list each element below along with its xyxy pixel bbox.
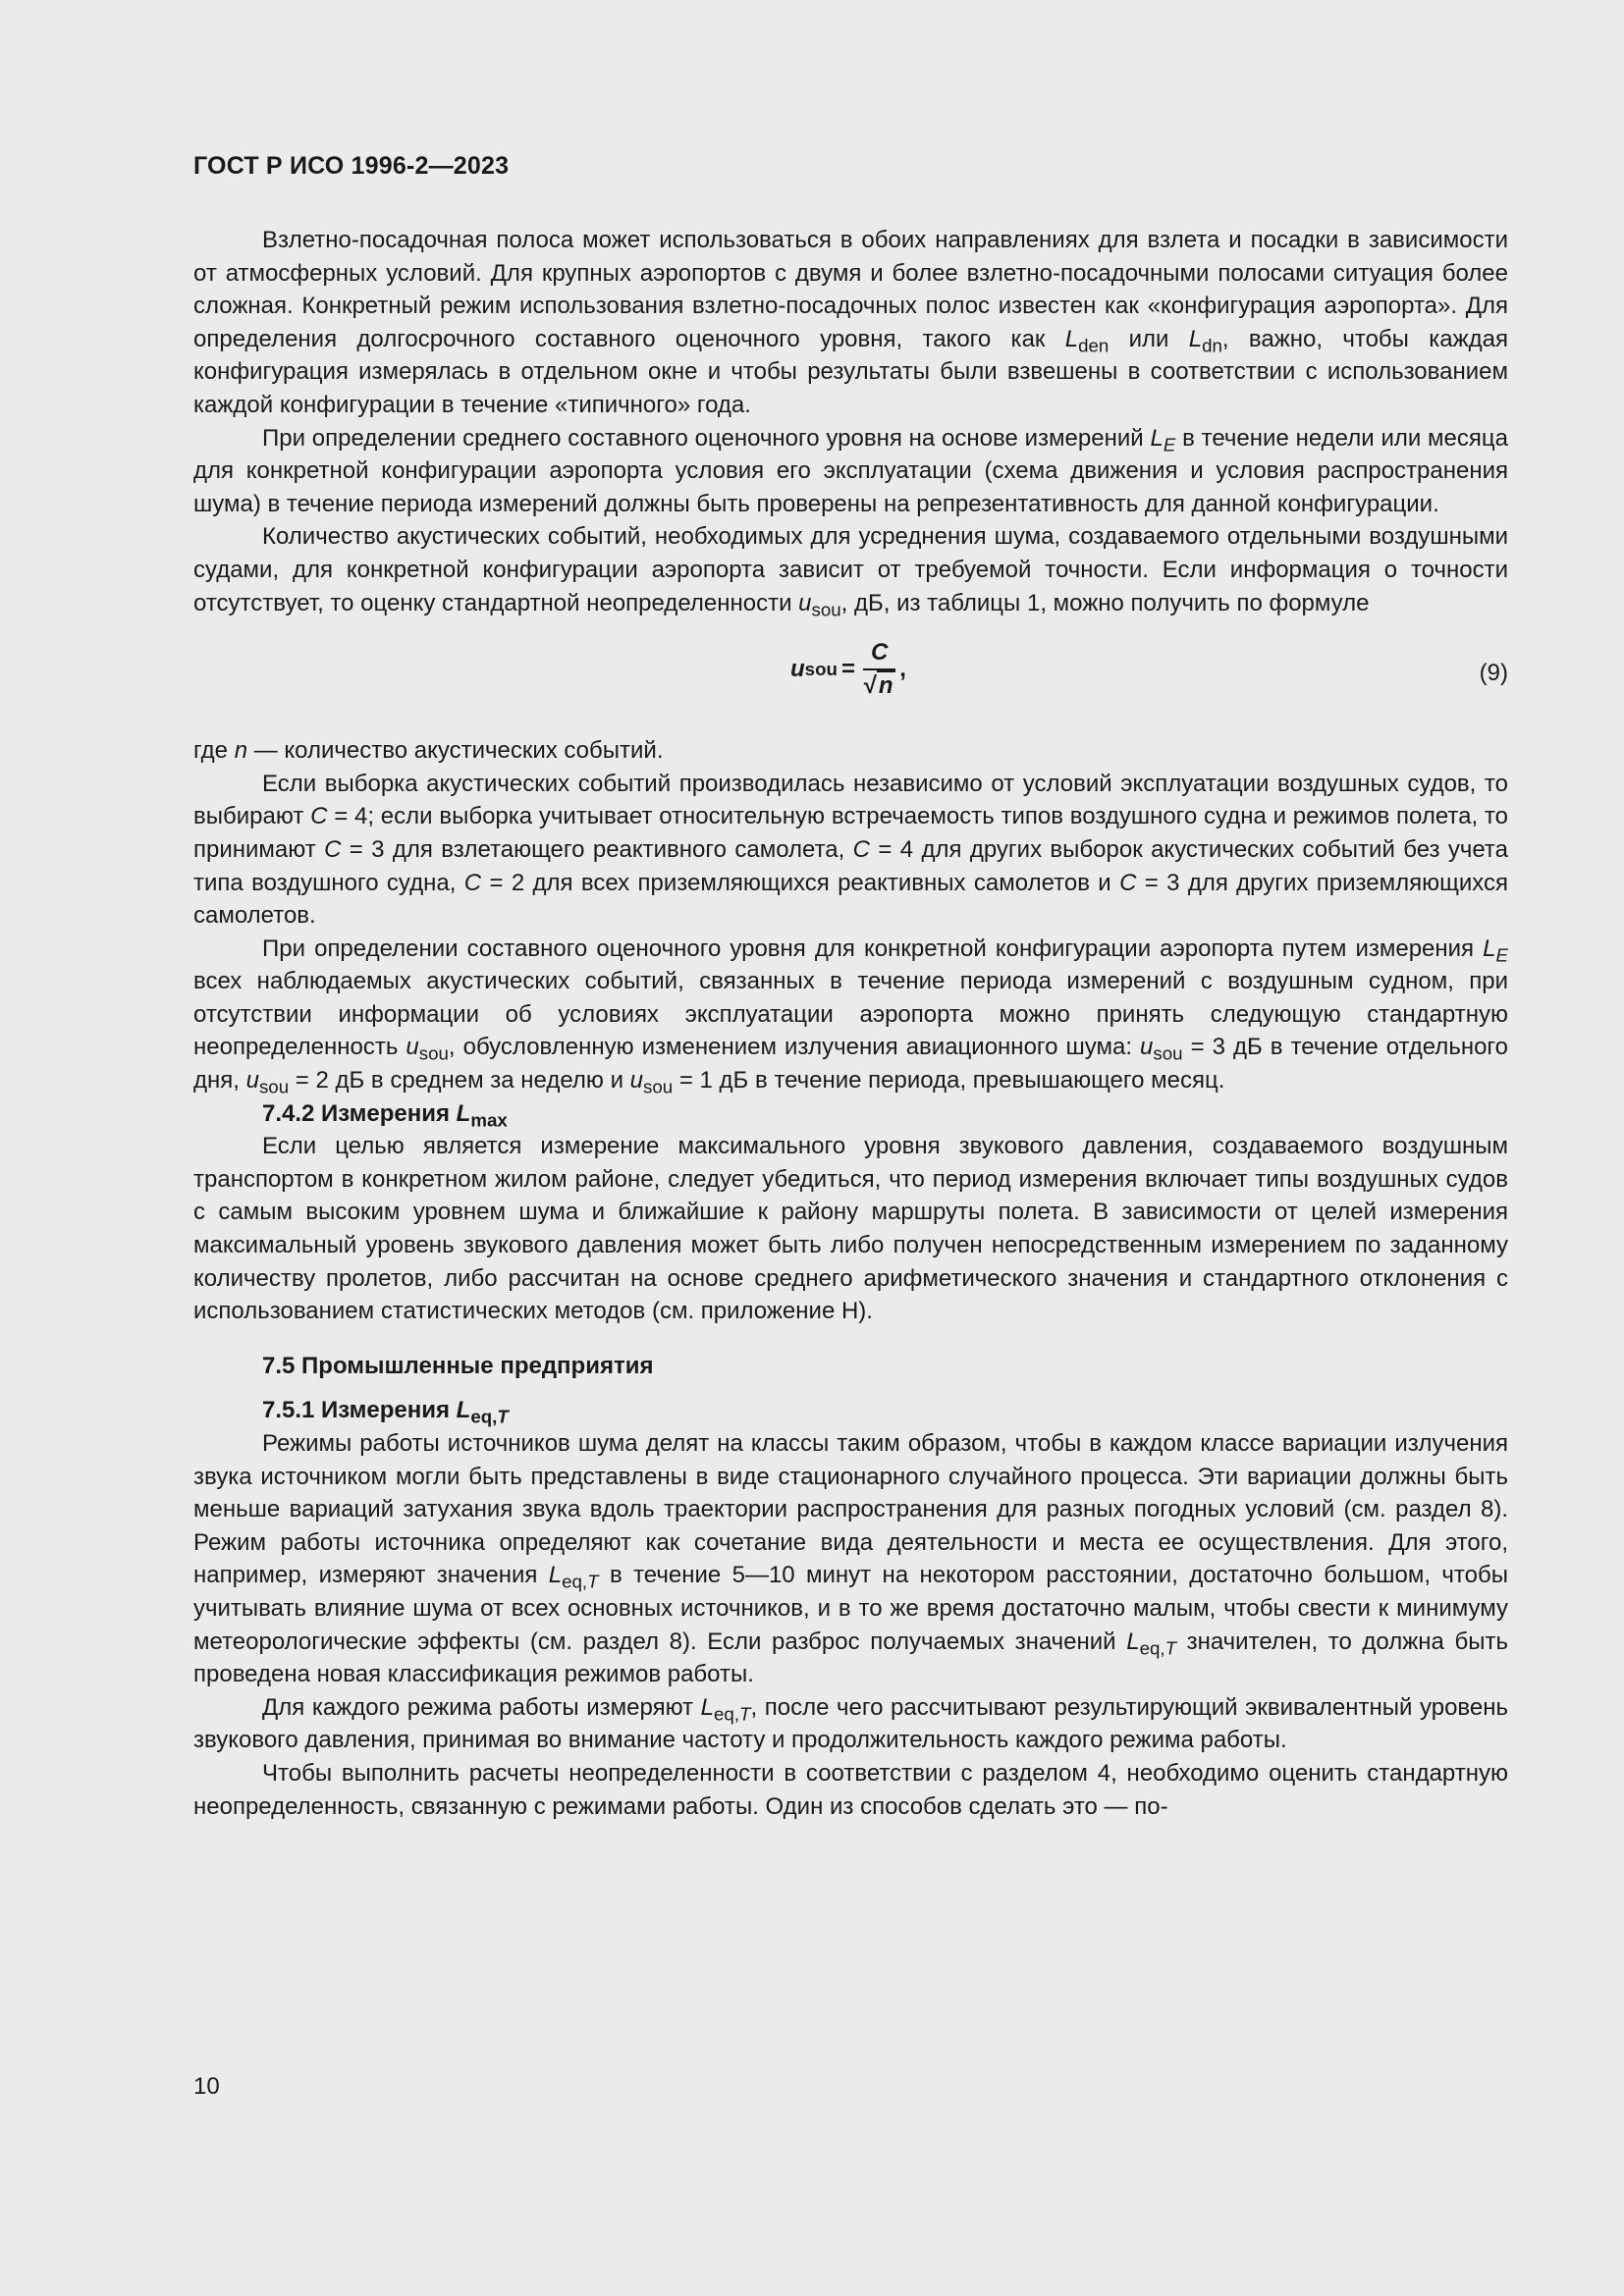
formula-9	[193, 631, 1508, 734]
formula-expression: u sou = $\frac{C}{√n}$ ,	[790, 639, 906, 700]
document-body	[193, 224, 1508, 1823]
paragraph-acoustic-events: Количество акустических событий, необходимых для усреднения шума, создаваемого отдельными воздушными судами, для конкретной конфигурации аэропорта зависит от требуемой точности. Если информация о точности отсутствует, то оценку стандартной неопределенности $u_{sou}$, дБ, из таблицы 1, можно получить по формуле	[193, 523, 1508, 620]
page-number: 10	[193, 2073, 220, 2100]
paragraph-each-mode-measured: Для каждого режима работы измеряют $L_{eq,T}$, после чего рассчитывают результирующий эквивалентный уровень звукового давления, принимая во внимание частоту и продолжительность каждого режима работы.	[193, 1693, 1509, 1754]
paragraph-lmax-measurement: Если целью является измерение максимального уровня звукового давления, создаваемого воздушным транспортом в конкретном жилом районе, следует убедиться, что период измерения включает типы воздушных судов с самым высоким уровнем шума и ближайшие к району маршруты полета. В зависимости от целей измерения максимальный уровень звукового давления может быть либо получен непосредственным измерением по заданному количеству пролетов, либо рассчитан на основе среднего арифметического значения и стандартного отклонения с использованием статистических методов (см. приложение Н).	[193, 1133, 1508, 1325]
section-heading-7-5: 7.5 Промышленные предприятия	[262, 1352, 654, 1379]
formula-fraction: $\frac{C}{√n}$	[863, 639, 895, 700]
paragraph-operating-modes: Режимы работы источников шума делят на классы таким образом, чтобы в каждом классе вариации излучения звука источником могли быть представлены в виде стационарного случайного процесса. Эти вариации должны быть меньше вариаций затухания звука вдоль траектории распространения для разных погодных условий (см. раздел 8). Режим работы источника определяют как сочетание вида деятельности и места ее осуществления. Для этого, например, измеряют значения $L_{eq,T}$ в течение 5—10 минут на некотором расстоянии, достаточно большом, чтобы учитывать влияние шума от всех основных источников, и в то же время достаточно малым, чтобы свести к минимуму метеорологические эффекты (см. раздел 8). Если разброс получаемых значений $L_{eq,T}$ значителен, то должна быть проведена новая классификация режимов работы.	[193, 1430, 1508, 1688]
paragraph-composite-level-uncertainty: При определении составного оценочного уровня для конкретной конфигурации аэропорта путем измерения $L_E$ всех наблюдаемых акустических событий, связанных в течение периода измерений с воздушным судном, при отсутствии информации об условиях эксплуатации аэропорта можно принять следующую стандартную неопределенность $u_{sou}$, обусловленную изменением излучения авиационного шума: $u_{sou} = 3$ дБ в течение отдельного дня, $u_{sou} = 2$ дБ в среднем за неделю и $u_{sou} = 1$ дБ в течение периода, превышающего месяц.	[193, 934, 1508, 1097]
section-heading-7-5-1: 7.5.1 Измерения $L_{eq,T}$	[262, 1397, 509, 1428]
section-heading-7-4-2: 7.4.2 Измерения $L_{max}$	[262, 1099, 508, 1131]
document-header: ГОСТ Р ИСО 1996-2—2023	[193, 152, 510, 180]
paragraph-uncertainty-calculation: Чтобы выполнить расчеты неопределенности в соответствии с разделом 4, необходимо оценить стандартную неопределенность, связанную с режимами работы. Один из способов сделать это — по-	[193, 1759, 1508, 1820]
paragraph-runway-configuration: Взлетно-посадочная полоса может использоваться в обоих направлениях для взлета и посадки в зависимости от атмосферных условий. Для крупных аэропортов с двумя и более взлетно-посадочными полосами ситуация более сложная. Конкретный режим использования взлетно-посадочных полос известен как «конфигурация аэропорта». Для определения долгосрочного составного оценочного уровня, такого как $L_{den}$ или $L_{dn}$, важно, чтобы каждая конфигурация измерялась в отдельном окне и чтобы результаты были взвешены в соответствии с использованием каждой конфигурации в течение «типичного» года.	[193, 227, 1509, 418]
paragraph-sample-c-values: Если выборка акустических событий производилась независимо от условий эксплуатации воздушных судов, то выбирают C = 4; если выборка учитывает относительную встречаемость типов воздушного судна и режимов полета, то принимают C = 3 для взлетающего реактивного самолета, C = 4 для других выборок акустических событий без учета типа воздушного судна, C = 2 для всех приземляющихся реактивных самолетов и C = 3 для других приземляющихся самолетов.	[193, 770, 1509, 930]
paragraph-where-n: где n — количество акустических событий.	[193, 737, 664, 765]
paragraph-average-level: При определении среднего составного оценочного уровня на основе измерений $L_E$ в течение недели или месяца для конкретной конфигурации аэропорта условия его эксплуатации (схема движения и условия распространения шума) в течение периода измерений должны быть проверены на репрезентативность для данной конфигурации.	[193, 424, 1508, 517]
formula-number: (9)	[1479, 660, 1508, 687]
